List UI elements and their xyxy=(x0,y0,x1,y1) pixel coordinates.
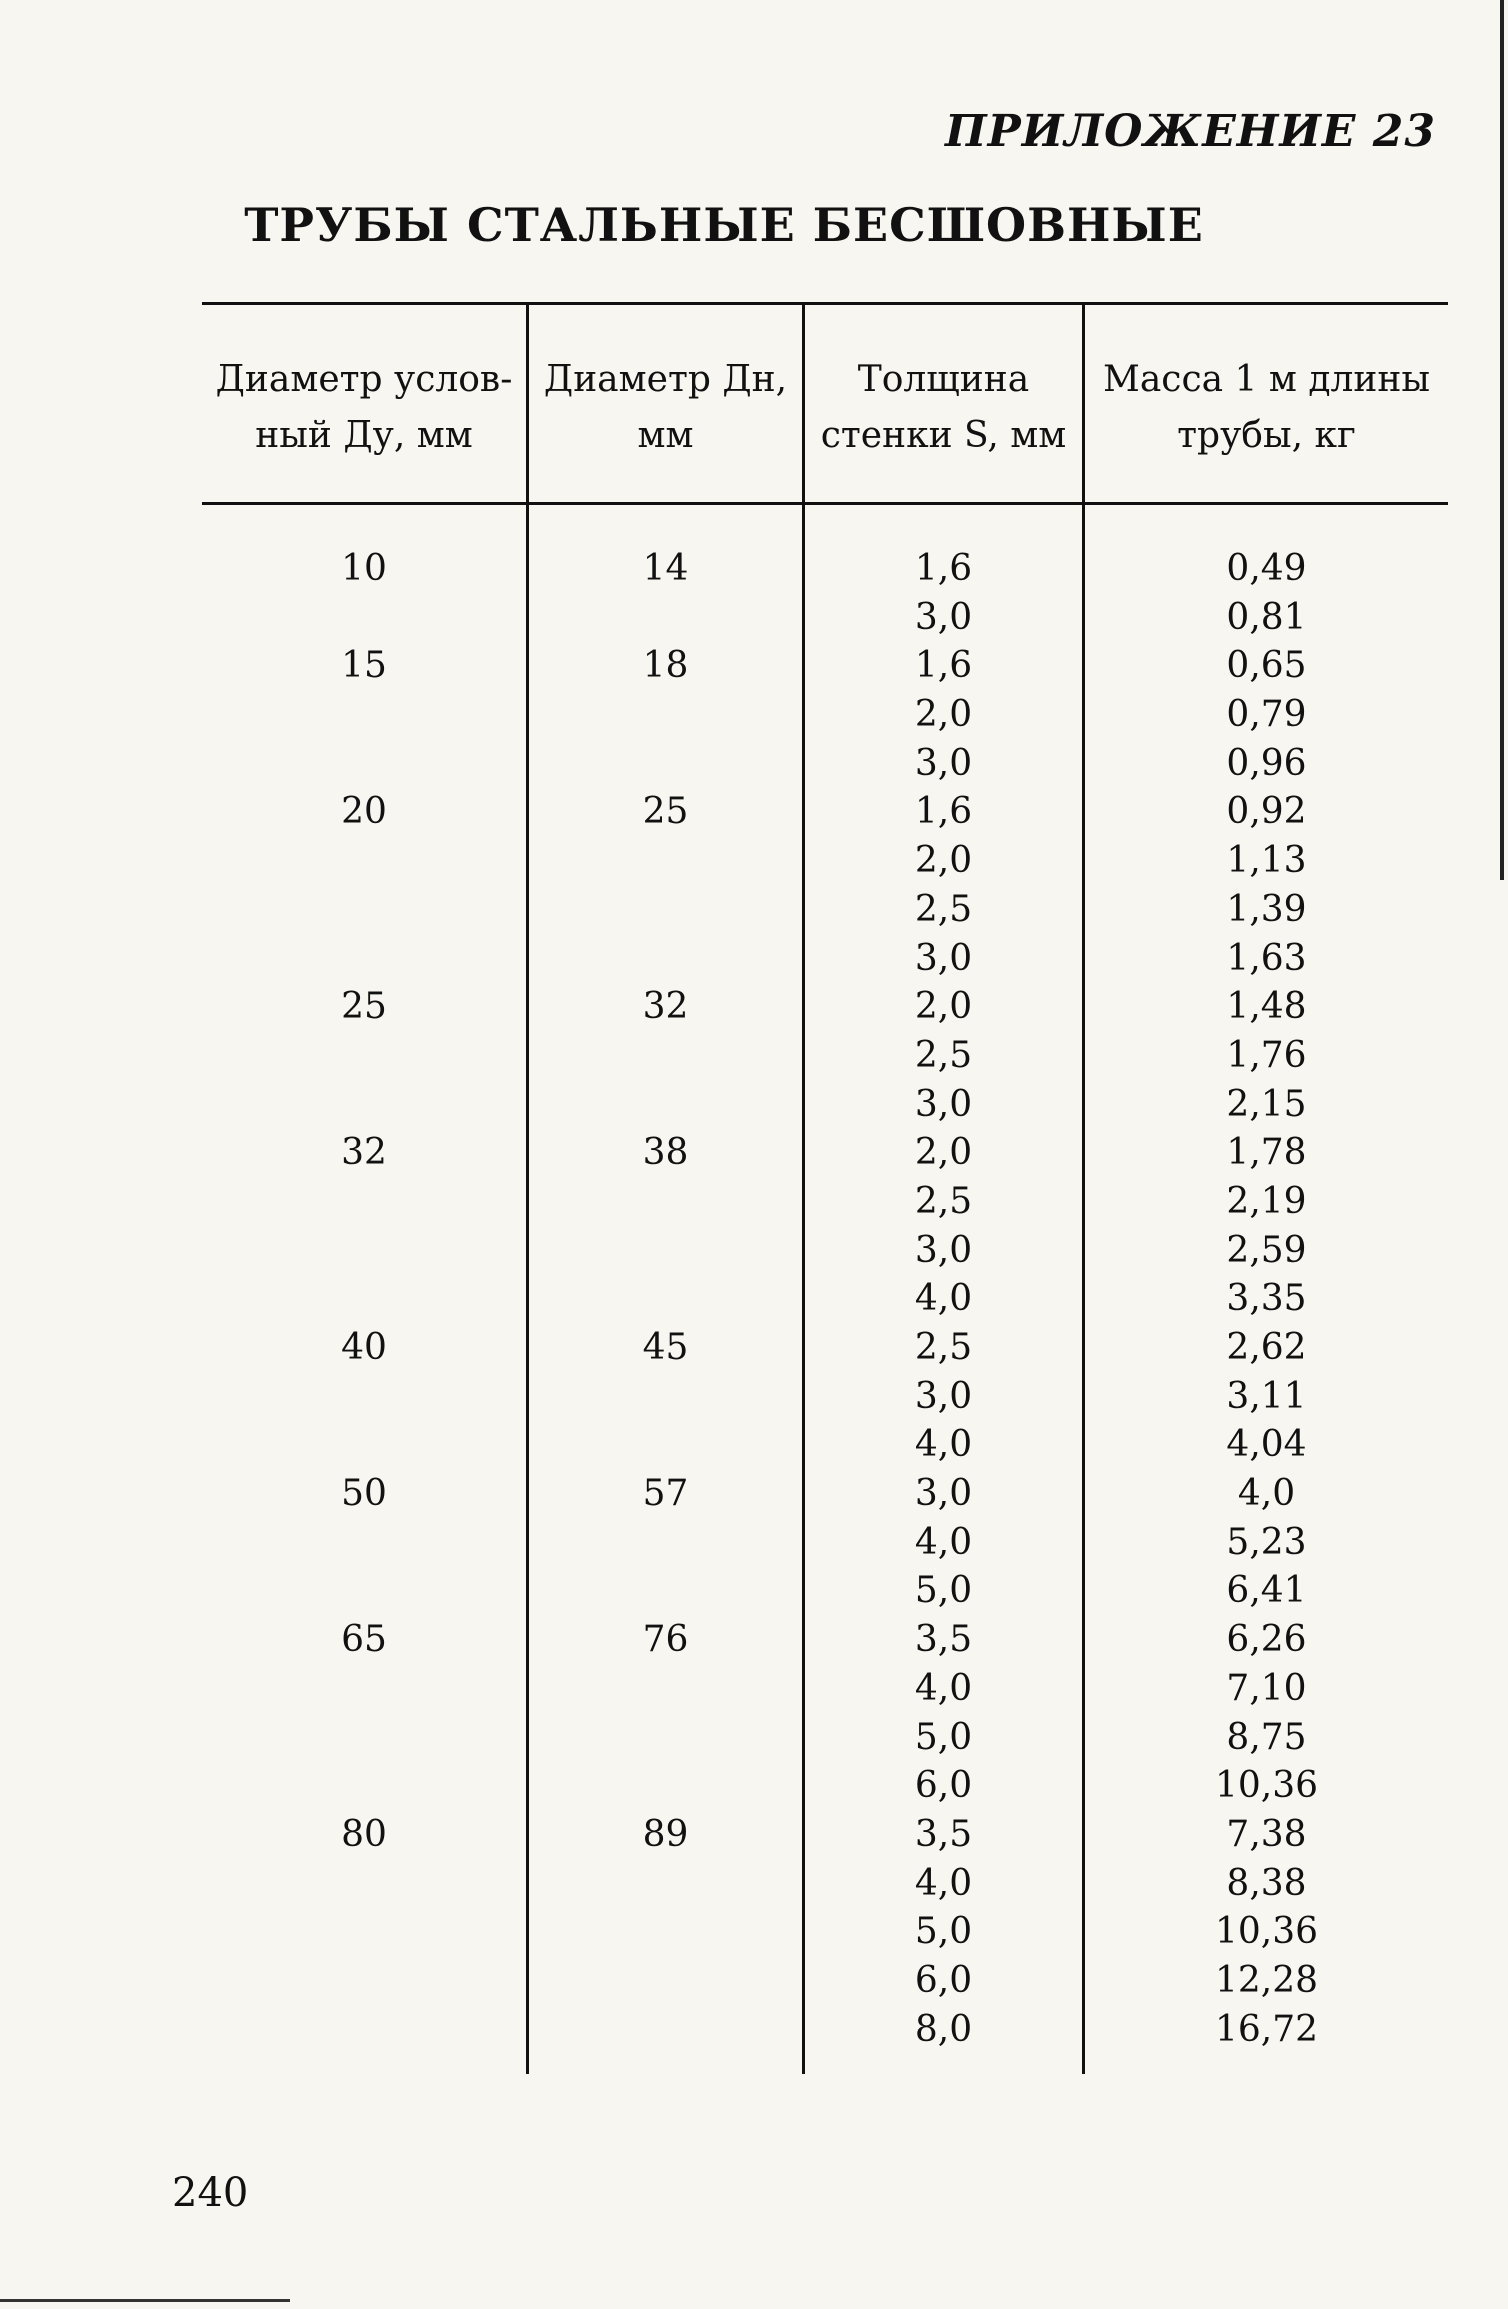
table-cell: 3,35 xyxy=(1226,1278,1307,1320)
table-cell: 3,0 xyxy=(914,1229,973,1271)
table-cell: 7,10 xyxy=(1226,1667,1307,1709)
table-cell: 8,38 xyxy=(1226,1862,1307,1904)
table-cell: 4,0 xyxy=(914,1862,973,1904)
appendix-label: ПРИЛОЖЕНИЕ 23 xyxy=(945,106,1436,157)
table-cell xyxy=(202,1421,526,1470)
page-number: 240 xyxy=(172,2170,249,2216)
table-cell: 3,0 xyxy=(914,1473,973,1515)
table-cell xyxy=(202,691,526,740)
table-cell: 1,6 xyxy=(914,548,973,589)
table-cell: 1,63 xyxy=(1226,937,1307,979)
table-cell: 1,6 xyxy=(914,791,973,833)
table-cell xyxy=(202,594,526,643)
table-cell: 0,96 xyxy=(1226,742,1307,784)
table-cell: 3,11 xyxy=(1226,1375,1307,1417)
table-cell: 4,0 xyxy=(914,1667,973,1709)
table-cell: 3,0 xyxy=(914,742,973,784)
table-cell xyxy=(202,1860,526,1909)
table-cell: 14 xyxy=(642,548,689,589)
table-cell: 2,62 xyxy=(1226,1327,1307,1368)
table-cell: 4,0 xyxy=(1237,1473,1296,1515)
header-mass-per-meter: Масса 1 м длины трубы, кг xyxy=(1102,359,1431,456)
table-cell xyxy=(529,1032,802,1081)
table-cell xyxy=(529,740,802,789)
table-cell xyxy=(529,594,802,643)
table-cell: 3,0 xyxy=(914,1375,973,1417)
table-cell: 25 xyxy=(642,791,689,833)
table-cell: 5,23 xyxy=(1226,1521,1307,1563)
table-header-rule xyxy=(202,502,1448,505)
table-cell: 5,0 xyxy=(914,1716,973,1758)
table-cell: 20 xyxy=(341,791,387,833)
table-cell: 5,0 xyxy=(914,1911,973,1953)
table-cell xyxy=(202,1908,526,1957)
table-cell xyxy=(529,1227,802,1276)
column-wall-thickness xyxy=(805,545,1082,2054)
bottom-rule xyxy=(0,2299,290,2302)
table-cell xyxy=(529,1714,802,1763)
table-cell xyxy=(202,1957,526,2006)
table-cell: 4,0 xyxy=(914,1424,973,1466)
header-outer-diameter: Диаметр Дн, мм xyxy=(543,359,788,456)
table-cell: 89 xyxy=(642,1813,689,1855)
column-mass-per-meter xyxy=(1085,545,1448,2054)
table-cell xyxy=(529,935,802,984)
table-cell: 65 xyxy=(341,1619,387,1661)
table-cell xyxy=(529,1908,802,1957)
table-cell: 2,5 xyxy=(914,888,973,930)
table-cell: 2,0 xyxy=(914,1132,973,1174)
table-cell xyxy=(202,1227,526,1276)
table-cell: 0,81 xyxy=(1226,596,1307,638)
table-cell: 2,0 xyxy=(914,986,973,1028)
table-cell: 8,0 xyxy=(914,2008,973,2050)
table-cell: 8,75 xyxy=(1226,1716,1307,1758)
table-cell: 10,36 xyxy=(1214,1911,1319,1953)
table-cell: 3,0 xyxy=(914,1083,973,1125)
table-cell: 10,36 xyxy=(1214,1765,1319,1807)
table-cell: 0,65 xyxy=(1226,645,1307,687)
table-cell xyxy=(529,1762,802,1811)
column-outer-diameter xyxy=(529,545,802,2054)
table-cell: 1,13 xyxy=(1226,840,1307,882)
table-cell: 6,0 xyxy=(914,1959,973,2001)
table-cell: 40 xyxy=(341,1327,387,1368)
table-cell xyxy=(202,837,526,886)
table-cell xyxy=(529,1178,802,1227)
table-cell xyxy=(529,1519,802,1568)
table-cell xyxy=(529,1275,802,1324)
table-cell: 3,5 xyxy=(914,1619,973,1661)
table-cell: 2,15 xyxy=(1226,1083,1307,1125)
table-cell xyxy=(529,1421,802,1470)
column-nominal-diameter xyxy=(202,545,526,2054)
table-cell: 2,5 xyxy=(914,1034,973,1076)
table-cell: 57 xyxy=(642,1473,689,1515)
table-top-rule xyxy=(202,302,1448,305)
table-cell: 45 xyxy=(642,1327,689,1368)
table-cell: 25 xyxy=(341,986,387,1028)
table-cell xyxy=(202,1178,526,1227)
table-cell xyxy=(202,740,526,789)
table-cell: 6,41 xyxy=(1226,1570,1307,1612)
table-cell: 32 xyxy=(341,1132,387,1174)
table-cell xyxy=(529,1081,802,1130)
table-cell xyxy=(529,1957,802,2006)
table-cell: 1,78 xyxy=(1226,1132,1307,1174)
table-cell xyxy=(202,1275,526,1324)
table-cell: 32 xyxy=(642,986,689,1028)
table-cell: 6,26 xyxy=(1226,1619,1307,1661)
table-cell xyxy=(202,935,526,984)
table-cell: 76 xyxy=(642,1619,689,1661)
table-cell xyxy=(202,1665,526,1714)
table-cell: 1,76 xyxy=(1226,1034,1307,1076)
table-cell xyxy=(202,1519,526,1568)
table-cell: 12,28 xyxy=(1214,1959,1319,2001)
table-cell: 0,49 xyxy=(1226,548,1307,589)
table-cell xyxy=(202,1032,526,1081)
table-cell: 6,0 xyxy=(914,1765,973,1807)
table-cell xyxy=(202,1567,526,1616)
table-cell xyxy=(202,886,526,935)
table-cell xyxy=(529,1373,802,1422)
table-cell: 2,0 xyxy=(914,840,973,882)
table-cell xyxy=(202,1714,526,1763)
table-cell xyxy=(202,1373,526,1422)
table-cell: 1,48 xyxy=(1226,986,1307,1028)
table-cell: 50 xyxy=(341,1473,387,1515)
table-cell xyxy=(529,1665,802,1714)
table-cell: 0,79 xyxy=(1226,694,1307,736)
table-cell: 2,5 xyxy=(914,1327,973,1368)
table-cell: 2,59 xyxy=(1226,1229,1307,1271)
table-cell: 2,19 xyxy=(1226,1180,1307,1222)
table-cell: 1,6 xyxy=(914,645,973,687)
table-cell: 4,0 xyxy=(914,1278,973,1320)
table-cell xyxy=(529,1567,802,1616)
table-cell: 2,0 xyxy=(914,694,973,736)
table-cell: 3,0 xyxy=(914,596,973,638)
table-cell: 80 xyxy=(341,1813,387,1855)
table-cell xyxy=(202,1762,526,1811)
table-cell xyxy=(529,837,802,886)
table-cell: 38 xyxy=(642,1132,689,1174)
table-cell: 18 xyxy=(642,645,689,687)
table-cell: 1,39 xyxy=(1226,888,1307,930)
table-cell xyxy=(529,691,802,740)
table-cell: 2,5 xyxy=(914,1180,973,1222)
table-cell: 15 xyxy=(341,645,387,687)
table-cell xyxy=(529,1860,802,1909)
table-cell: 0,92 xyxy=(1226,791,1307,833)
table-cell: 5,0 xyxy=(914,1570,973,1612)
table-cell: 3,5 xyxy=(914,1813,973,1855)
table-cell: 4,0 xyxy=(914,1521,973,1563)
table-cell xyxy=(202,2006,526,2055)
page-title: ТРУБЫ СТАЛЬНЫЕ БЕСШОВНЫЕ xyxy=(244,198,1204,252)
table-cell: 4,04 xyxy=(1226,1424,1307,1466)
table-cell: 16,72 xyxy=(1214,2008,1319,2050)
table-cell: 7,38 xyxy=(1226,1813,1307,1855)
table-cell xyxy=(529,2006,802,2055)
table-cell xyxy=(529,886,802,935)
table-cell: 10 xyxy=(341,548,387,589)
table-cell: 3,0 xyxy=(914,937,973,979)
header-wall-thickness: Толщина стенки S, мм xyxy=(820,359,1067,456)
table-cell xyxy=(202,1081,526,1130)
header-nominal-diameter: Диаметр услов- ный Ду, мм xyxy=(215,359,513,456)
page-edge-shadow xyxy=(1500,0,1504,880)
